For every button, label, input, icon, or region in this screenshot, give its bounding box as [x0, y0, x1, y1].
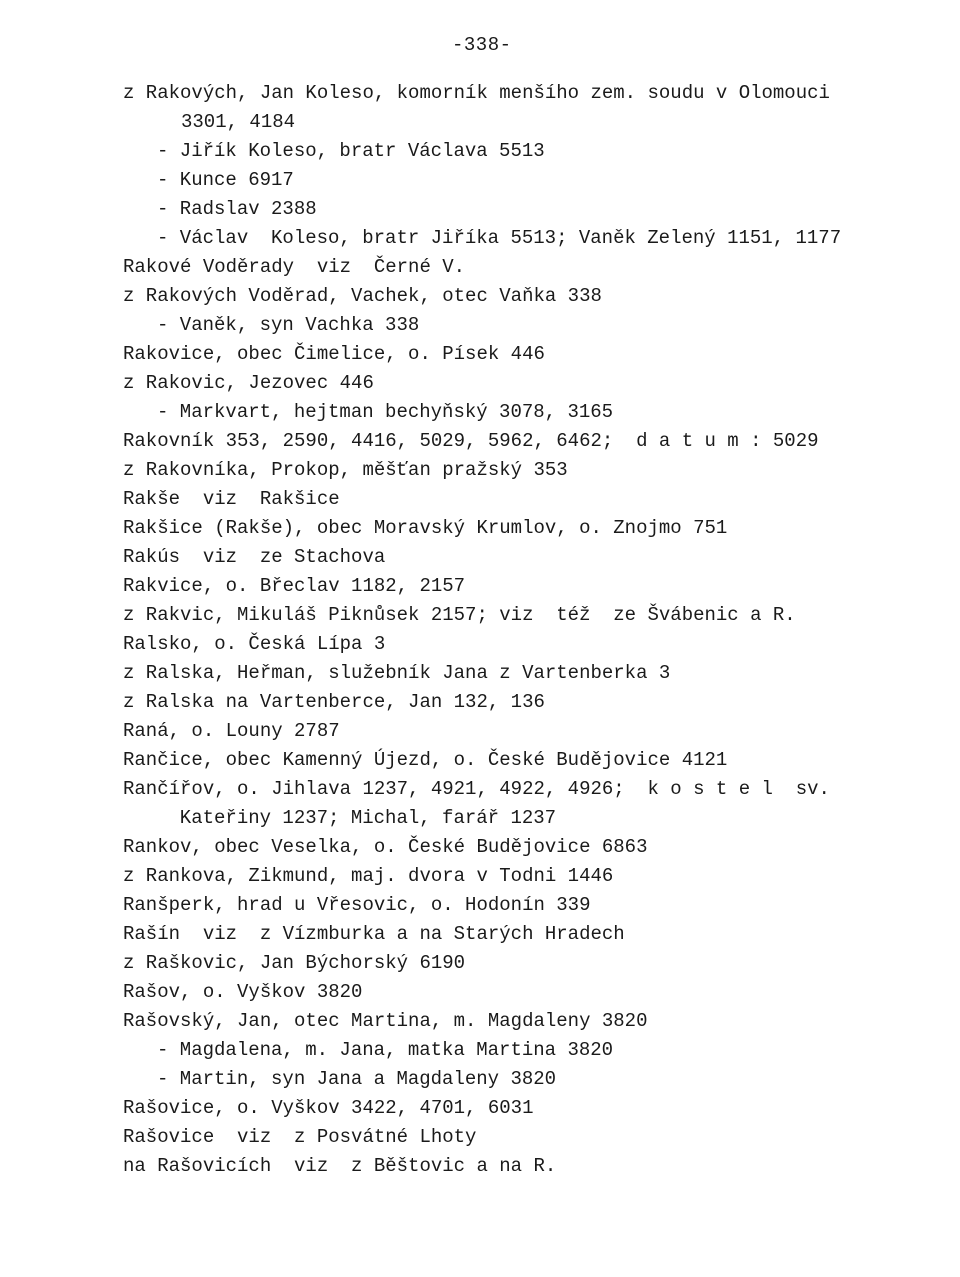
index-entry: Rašov, o. Vyškov 3820 [123, 981, 363, 1003]
index-entry: Rašovský, Jan, otec Martina, m. Magdaleny 3820 [123, 1010, 648, 1032]
index-entry: z Ralska, Heřman, služebník Jana z Vartenberka 3 [123, 662, 671, 684]
index-subentry: - Václav Koleso, bratr Jiříka 5513; Vaněk Zelený 1151, 1177 [157, 227, 842, 249]
index-entries [123, 79, 923, 1181]
index-entry: Rakové Voděrady viz Černé V. [123, 256, 466, 278]
index-subentry: - Radslav 2388 [157, 198, 317, 220]
index-entry: Ranšperk, hrad u Vřesovic, o. Hodonín 339 [123, 894, 591, 916]
index-entry: z Rakových Voděrad, Vachek, otec Vaňka 338 [123, 285, 602, 307]
index-entry: z Ralska na Vartenberce, Jan 132, 136 [123, 691, 545, 713]
index-entry: Rakovice, obec Čimelice, o. Písek 446 [123, 343, 545, 365]
index-entry: Ralsko, o. Česká Lípa 3 [123, 633, 386, 655]
index-subentry: Kateřiny 1237; Michal, farář 1237 [157, 807, 557, 829]
index-subentry: - Magdalena, m. Jana, matka Martina 3820 [157, 1039, 614, 1061]
index-entry: Rašovice, o. Vyškov 3422, 4701, 6031 [123, 1097, 534, 1119]
index-entry: Rašovice viz z Posvátné Lhoty [123, 1126, 477, 1148]
page-number: -338- [452, 34, 512, 56]
index-entry: Rakšice (Rakše), obec Moravský Krumlov, o. Znojmo 751 [123, 517, 728, 539]
index-entry: Rančice, obec Kamenný Újezd, o. České Budějovice 4121 [123, 749, 728, 771]
index-entry: z Rakovic, Jezovec 446 [123, 372, 374, 394]
index-entry: Rakše viz Rakšice [123, 488, 340, 510]
index-entry: Rakvice, o. Břeclav 1182, 2157 [123, 575, 466, 597]
index-entry: Rakovník 353, 2590, 4416, 5029, 5962, 6462; d a t u m : 5029 [123, 430, 819, 452]
index-entry: Rankov, obec Veselka, o. České Budějovice 6863 [123, 836, 648, 858]
index-entry: z Raškovic, Jan Býchorský 6190 [123, 952, 466, 974]
index-entry: Rašín viz z Vízmburka a na Starých Hradech [123, 923, 625, 945]
index-entry: Raná, o. Louny 2787 [123, 720, 340, 742]
index-subentry: - Kunce 6917 [157, 169, 294, 191]
index-entry: Rančířov, o. Jihlava 1237, 4921, 4922, 4926; k o s t e l sv. [123, 778, 830, 800]
index-subentry: 3301, 4184 [181, 111, 296, 133]
index-entry: Rakús viz ze Stachova [123, 546, 386, 568]
index-entry: z Rakových, Jan Koleso, komorník menšího zem. soudu v Olomouci [123, 82, 830, 104]
index-subentry: - Martin, syn Jana a Magdaleny 3820 [157, 1068, 557, 1090]
index-entry: z Rakovníka, Prokop, měšťan pražský 353 [123, 459, 568, 481]
index-subentry: - Jiřík Koleso, bratr Václava 5513 [157, 140, 545, 162]
index-entry: z Rakvic, Mikuláš Piknůsek 2157; viz též ze Švábenic a R. [123, 604, 796, 626]
index-entry: na Rašovicích viz z Běštovic a na R. [123, 1155, 557, 1177]
index-subentry: - Markvart, hejtman bechyňský 3078, 3165 [157, 401, 614, 423]
index-entry: z Rankova, Zikmund, maj. dvora v Todni 1446 [123, 865, 614, 887]
index-subentry: - Vaněk, syn Vachka 338 [157, 314, 420, 336]
